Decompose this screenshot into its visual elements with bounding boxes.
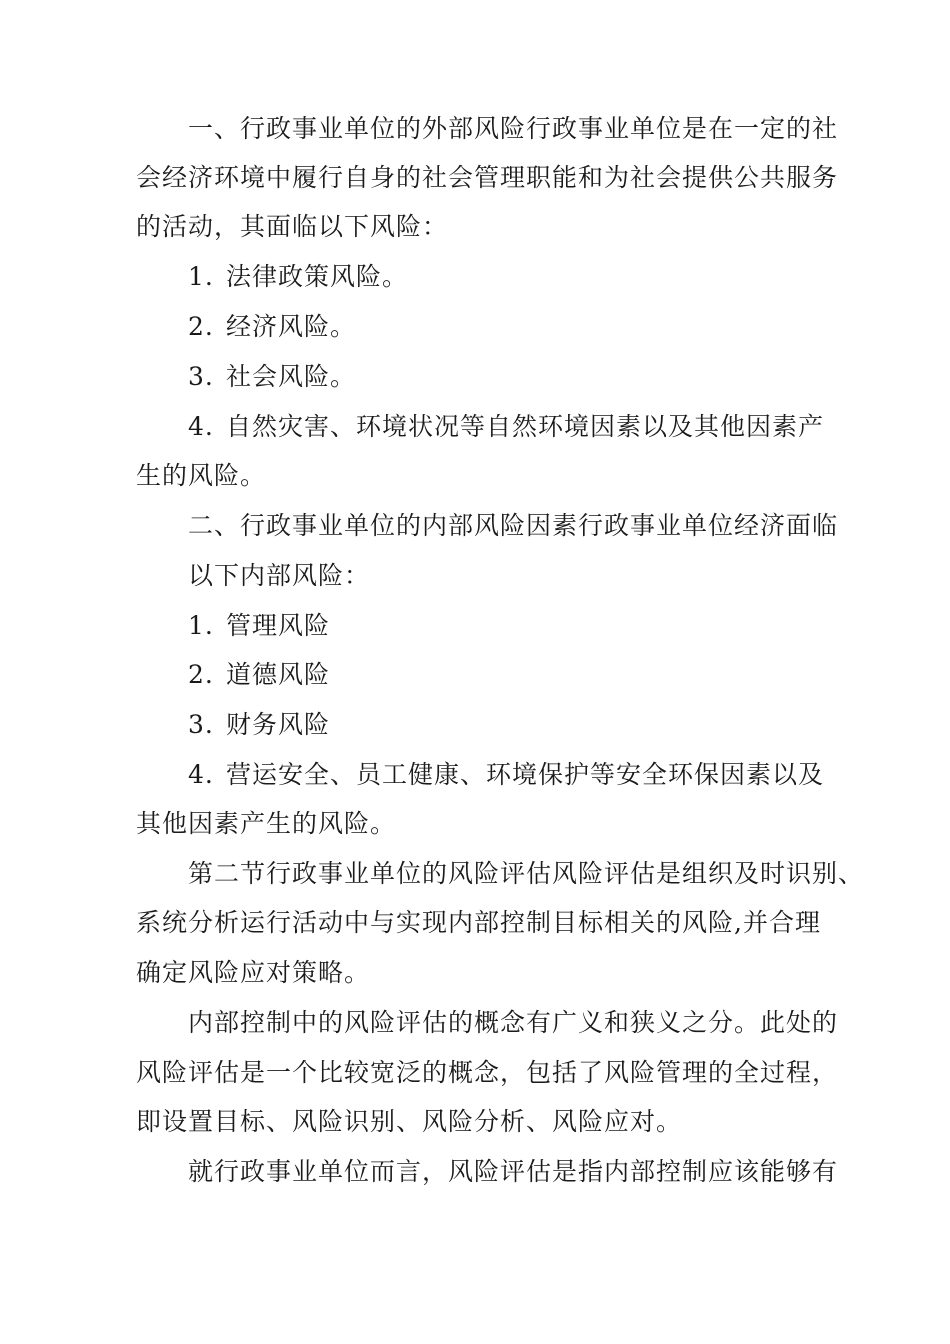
list-item-number: 2. (188, 660, 214, 689)
paragraph-four-line3: 即设置目标、风险识别、风险分析、风险应对。 (136, 1107, 683, 1136)
list-item-text: 自然灾害、环境状况等自然环境因素以及其他因素产 (226, 412, 825, 441)
list-item-text: 经济风险。 (226, 312, 357, 341)
list-item-text: 管理风险 (226, 611, 331, 640)
list-item-text: 财务风险 (226, 710, 331, 739)
list-item-continuation: 其他因素产生的风险。 (136, 809, 397, 838)
list-item-number: 3. (188, 362, 214, 391)
section-one-intro-line2: 会经济环境中履行自身的社会管理职能和为社会提供公共服务 (136, 163, 839, 192)
paragraph-four-line2: 风险评估是一个比较宽泛的概念，包括了风险管理的全过程， (136, 1058, 839, 1087)
section-three-line1: 第二节行政事业单位的风险评估风险评估是组织及时识别、 (188, 859, 865, 888)
list-item-number: 1. (188, 611, 214, 640)
list-item-number: 3. (188, 710, 214, 739)
section-one-intro-line3: 的活动，其面临以下风险： (136, 212, 449, 241)
list-item-text: 社会风险。 (226, 362, 357, 391)
list-item (188, 611, 330, 641)
list-item (188, 760, 824, 790)
list-item (188, 412, 824, 442)
list-item-text: 道德风险 (226, 660, 331, 689)
list-item-continuation: 生的风险。 (136, 461, 267, 490)
list-item-text: 营运安全、员工健康、环境保护等安全环保因素以及 (226, 760, 825, 789)
list-item (188, 710, 330, 740)
list-item (188, 262, 408, 292)
section-three-line3: 确定风险应对策略。 (136, 958, 371, 987)
section-three-line2: 系统分析运行活动中与实现内部控制目标相关的风险,并合理 (136, 908, 821, 937)
paragraph-four-line1: 内部控制中的风险评估的概念有广义和狭义之分。此处的 (188, 1008, 839, 1037)
list-item-number: 2. (188, 312, 214, 341)
section-two-intro-line1: 二、行政事业单位的内部风险因素行政事业单位经济面临 (188, 511, 839, 540)
list-item-number: 1. (188, 262, 214, 291)
list-item-number: 4. (188, 760, 214, 789)
list-item-number: 4. (188, 412, 214, 441)
list-item-text: 法律政策风险。 (226, 262, 409, 291)
list-item (188, 312, 356, 342)
paragraph-five-line1: 就行政事业单位而言，风险评估是指内部控制应该能够有 (188, 1157, 839, 1186)
list-item (188, 362, 356, 392)
section-one-intro-line1: 一、行政事业单位的外部风险行政事业单位是在一定的社 (188, 114, 839, 143)
list-item (188, 660, 330, 690)
section-two-intro-line2: 以下内部风险： (188, 561, 371, 590)
